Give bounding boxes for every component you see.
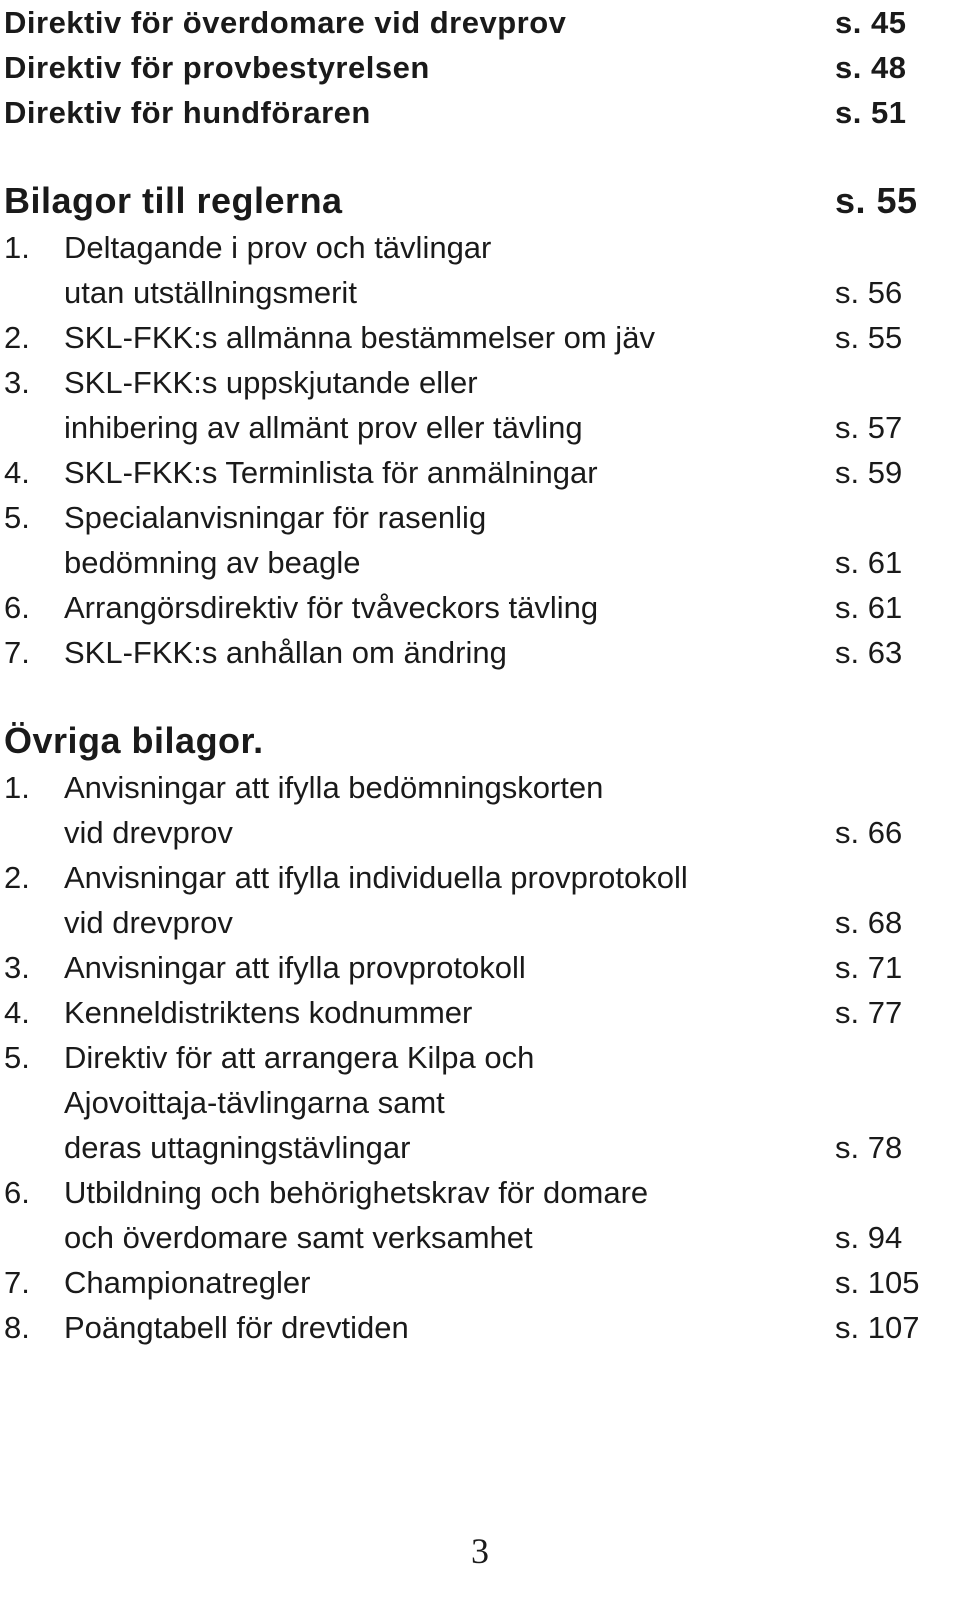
section-heading-page: s. 55 — [835, 180, 918, 221]
toc-entry-number: 4. — [4, 995, 30, 1030]
toc-entry-title: Direktiv för provbestyrelsen — [4, 50, 430, 85]
table-of-contents — [4, 0, 944, 1350]
section-heading-ovriga[interactable] — [4, 717, 944, 765]
toc-entry-page: s. 61 — [835, 545, 903, 580]
toc-entry-number: 1. — [4, 230, 30, 265]
toc-entry-page: s. 107 — [835, 1310, 920, 1345]
toc-entry-page: s. 55 — [835, 320, 903, 355]
toc-entry-title: Deltagande i prov och tävlingar — [64, 230, 492, 265]
toc-entry-number: 5. — [4, 500, 30, 535]
toc-entry-directive-provbestyrelsen[interactable] — [4, 45, 944, 90]
toc-entry-number: 7. — [4, 635, 30, 670]
toc-entry-page: s. 78 — [835, 1130, 903, 1165]
toc-entry-number: 6. — [4, 590, 30, 625]
toc-entry-page: s. 77 — [835, 995, 903, 1030]
toc-entry-bilaga-1-cont[interactable] — [4, 270, 944, 315]
toc-entry-bilaga-3-cont[interactable] — [4, 405, 944, 450]
toc-entry-page: s. 94 — [835, 1220, 903, 1255]
toc-entry-page: s. 57 — [835, 410, 903, 445]
toc-entry-ovriga-1[interactable] — [4, 765, 944, 810]
toc-entry-title: Kenneldistriktens kodnummer — [64, 995, 473, 1030]
toc-entry-title: Poängtabell för drevtiden — [64, 1310, 409, 1345]
toc-entry-page: s. 71 — [835, 950, 903, 985]
toc-entry-title: Anvisningar att ifylla individuella provprotokoll — [64, 860, 688, 895]
toc-entry-page: s. 56 — [835, 275, 903, 310]
toc-entry-number: 3. — [4, 365, 30, 400]
toc-entry-title: Anvisningar att ifylla provprotokoll — [64, 950, 526, 985]
section-spacer — [4, 135, 944, 177]
toc-entry-title: SKL-FKK:s anhållan om ändring — [64, 635, 507, 670]
toc-entry-ovriga-6-cont[interactable] — [4, 1215, 944, 1260]
toc-entry-title-cont: vid drevprov — [64, 905, 233, 940]
section-heading-title: Övriga bilagor. — [4, 720, 264, 761]
toc-entry-page: s. 51 — [835, 95, 907, 130]
toc-entry-title: Direktiv för hundföraren — [4, 95, 371, 130]
toc-entry-number: 7. — [4, 1265, 30, 1300]
toc-entry-directive-overdomare[interactable] — [4, 0, 944, 45]
toc-entry-title: Utbildning och behörighetskrav för domare — [64, 1175, 649, 1210]
toc-entry-bilaga-2[interactable] — [4, 315, 944, 360]
toc-entry-page: s. 48 — [835, 50, 907, 85]
toc-entry-title-cont: utan utställningsmerit — [64, 275, 357, 310]
page-number: 3 — [471, 1531, 489, 1571]
toc-entry-ovriga-3[interactable] — [4, 945, 944, 990]
toc-entry-page: s. 105 — [835, 1265, 920, 1300]
toc-entry-ovriga-7[interactable] — [4, 1260, 944, 1305]
toc-entry-bilaga-5-cont[interactable] — [4, 540, 944, 585]
toc-entry-title-cont: bedömning av beagle — [64, 545, 361, 580]
toc-entry-page: s. 61 — [835, 590, 903, 625]
toc-entry-title-cont: vid drevprov — [64, 815, 233, 850]
section-heading-bilagor[interactable] — [4, 177, 944, 225]
toc-entry-bilaga-5[interactable] — [4, 495, 944, 540]
toc-entry-title: SKL-FKK:s Terminlista för anmälningar — [64, 455, 598, 490]
toc-entry-ovriga-8[interactable] — [4, 1305, 944, 1350]
toc-entry-bilaga-1[interactable] — [4, 225, 944, 270]
toc-entry-bilaga-7[interactable] — [4, 630, 944, 675]
toc-entry-number: 5. — [4, 1040, 30, 1075]
toc-entry-page: s. 66 — [835, 815, 903, 850]
toc-entry-title: SKL-FKK:s uppskjutande eller — [64, 365, 478, 400]
toc-entry-title: Direktiv för att arrangera Kilpa och — [64, 1040, 535, 1075]
toc-entry-ovriga-5-cont[interactable] — [4, 1125, 944, 1170]
toc-entry-number: 3. — [4, 950, 30, 985]
toc-entry-title: SKL-FKK:s allmänna bestämmelser om jäv — [64, 320, 655, 355]
toc-entry-ovriga-6[interactable] — [4, 1170, 944, 1215]
toc-entry-title-cont: och överdomare samt verksamhet — [64, 1220, 533, 1255]
toc-entry-bilaga-3[interactable] — [4, 360, 944, 405]
toc-entry-ovriga-5-cont[interactable] — [4, 1080, 944, 1125]
section-spacer — [4, 675, 944, 717]
toc-entry-number: 1. — [4, 770, 30, 805]
toc-entry-number: 2. — [4, 320, 30, 355]
toc-entry-title: Specialanvisningar för rasenlig — [64, 500, 487, 535]
toc-entry-bilaga-4[interactable] — [4, 450, 944, 495]
toc-entry-page: s. 45 — [835, 5, 907, 40]
toc-entry-bilaga-6[interactable] — [4, 585, 944, 630]
toc-entry-ovriga-2-cont[interactable] — [4, 900, 944, 945]
toc-entry-title-cont: Ajovoittaja-tävlingarna samt — [64, 1085, 445, 1120]
toc-entry-page: s. 68 — [835, 905, 903, 940]
toc-entry-number: 2. — [4, 860, 30, 895]
toc-entry-title-cont: inhibering av allmänt prov eller tävling — [64, 410, 583, 445]
toc-entry-number: 6. — [4, 1175, 30, 1210]
toc-entry-ovriga-5[interactable] — [4, 1035, 944, 1080]
toc-entry-number: 4. — [4, 455, 30, 490]
toc-entry-ovriga-1-cont[interactable] — [4, 810, 944, 855]
toc-entry-number: 8. — [4, 1310, 30, 1345]
toc-entry-page: s. 59 — [835, 455, 903, 490]
toc-entry-title: Direktiv för överdomare vid drevprov — [4, 5, 567, 40]
section-heading-title: Bilagor till reglerna — [4, 180, 343, 221]
toc-entry-title: Anvisningar att ifylla bedömningskorten — [64, 770, 604, 805]
toc-entry-directive-hundforaren[interactable] — [4, 90, 944, 135]
toc-entry-ovriga-2[interactable] — [4, 855, 944, 900]
toc-entry-ovriga-4[interactable] — [4, 990, 944, 1035]
toc-entry-title: Arrangörsdirektiv för tvåveckors tävling — [64, 590, 599, 625]
toc-entry-title: Championatregler — [64, 1265, 311, 1300]
toc-entry-title-cont: deras uttagningstävlingar — [64, 1130, 411, 1165]
toc-entry-page: s. 63 — [835, 635, 903, 670]
